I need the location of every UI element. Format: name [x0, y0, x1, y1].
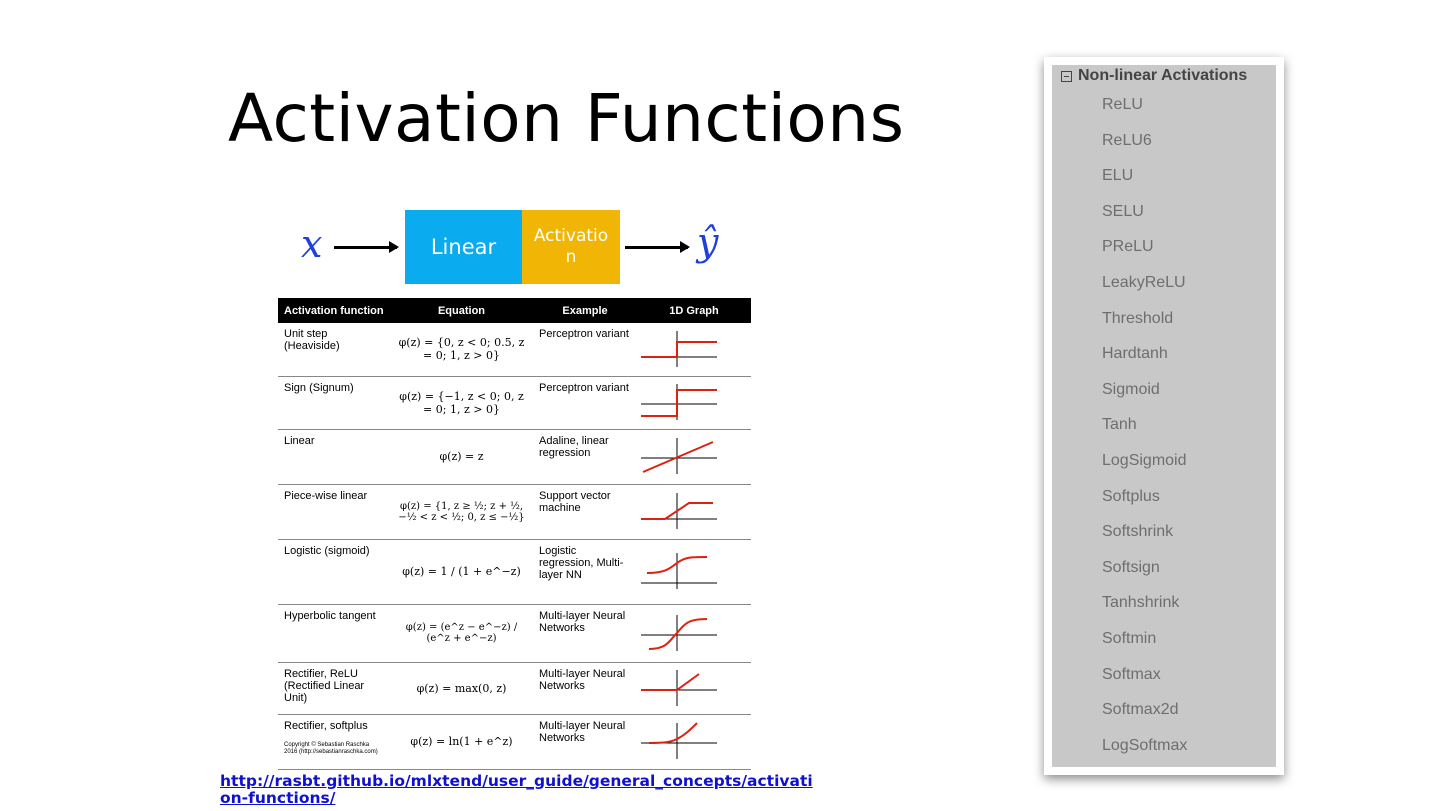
sidebar-item-elu[interactable]: ELU — [1102, 167, 1134, 185]
slide-title: Activation Functions — [228, 80, 905, 157]
sidebar-item-softmin[interactable]: Softmin — [1102, 629, 1157, 647]
sidebar-item-softsign[interactable]: Softsign — [1102, 558, 1160, 576]
sidebar-item-relu[interactable]: ReLU — [1102, 96, 1143, 113]
function-example: Multi-layer Neural Networks — [533, 604, 637, 662]
table-row — [278, 662, 751, 714]
network-diagram — [295, 208, 745, 288]
piecewise-icon — [637, 484, 751, 539]
table-row — [278, 604, 751, 662]
sidebar-item-tanhshrink[interactable]: Tanhshrink — [1102, 594, 1180, 612]
linear-icon — [637, 429, 751, 484]
function-equation: φ(z) = {1, z ≥ ½; z + ½, −½ < z < ½; 0, z ≤ −½} — [390, 484, 533, 539]
arrow-input — [334, 246, 397, 249]
table-row — [278, 429, 751, 484]
sidebar-list — [1052, 65, 1276, 767]
sign-icon — [637, 376, 751, 429]
function-name: Logistic (sigmoid) — [278, 539, 390, 604]
source-link[interactable]: http://rasbt.github.io/mlxtend/user_guide/general_concepts/activation-functions/ — [220, 772, 813, 807]
relu-icon — [637, 662, 751, 714]
sidebar-item-softplus[interactable]: Softplus — [1102, 487, 1160, 505]
function-name: Linear — [278, 429, 390, 484]
sidebar-item-prelu[interactable]: PReLU — [1102, 238, 1154, 256]
function-equation: φ(z) = max(0, z) — [390, 662, 533, 714]
sigmoid-icon — [637, 539, 751, 604]
function-equation: φ(z) = {0, z < 0; 0.5, z = 0; 1, z > 0} — [390, 323, 533, 376]
sidebar-item-softmax2d[interactable]: Softmax2d — [1102, 701, 1179, 719]
sidebar-item-logsigmoid[interactable]: LogSigmoid — [1102, 451, 1187, 469]
activations-sidebar — [1044, 57, 1284, 775]
softplus-icon — [637, 714, 751, 769]
sidebar-item-tanh[interactable]: Tanh — [1102, 416, 1137, 434]
activation-box: Activation — [522, 210, 620, 284]
sidebar-header[interactable] — [1052, 65, 1276, 87]
function-example: Logistic regression, Multi-layer NN — [533, 539, 637, 604]
copyright-note: Copyright © Sebastian Raschka 2016 (http://sebastianraschka.com) — [284, 741, 378, 755]
function-equation: φ(z) = ln(1 + e^z) — [390, 714, 533, 769]
sidebar-item-logsoftmax[interactable]: LogSoftmax — [1102, 736, 1188, 754]
function-equation: φ(z) = {−1, z < 0; 0, z = 0; 1, z > 0} — [390, 376, 533, 429]
function-example: Multi-layer Neural Networks — [533, 714, 637, 769]
sidebar-item-selu[interactable]: SELU — [1102, 202, 1144, 220]
function-name: Piece-wise linear — [278, 484, 390, 539]
sidebar-item-hardtanh[interactable]: Hardtanh — [1102, 345, 1168, 363]
sidebar-item-threshold[interactable]: Threshold — [1102, 309, 1174, 327]
function-name: Unit step (Heaviside) — [278, 323, 390, 376]
sidebar-item-softshrink[interactable]: Softshrink — [1102, 523, 1174, 541]
table-row — [278, 323, 751, 376]
input-symbol: x — [301, 222, 323, 266]
table-row — [278, 714, 751, 769]
sidebar-item-leakyrelu[interactable]: LeakyReLU — [1102, 273, 1186, 291]
table-row — [278, 376, 751, 429]
function-example: Support vector machine — [533, 484, 637, 539]
header-equation: Equation — [390, 298, 533, 323]
sidebar-item-softmax[interactable]: Softmax — [1102, 665, 1161, 683]
function-equation: φ(z) = z — [390, 429, 533, 484]
output-symbol: ŷ — [697, 220, 719, 264]
function-name: Sign (Signum) — [278, 376, 390, 429]
function-name: Rectifier, ReLU (Rectified Linear Unit) — [278, 662, 390, 714]
activation-table — [278, 298, 751, 770]
function-equation: φ(z) = 1 / (1 + e^−z) — [390, 539, 533, 604]
table-row — [278, 539, 751, 604]
collapse-icon[interactable] — [1061, 71, 1072, 82]
function-example: Adaline, linear regression — [533, 429, 637, 484]
header-example: Example — [533, 298, 637, 323]
sidebar-item-sigmoid[interactable]: Sigmoid — [1102, 380, 1160, 398]
tanh-icon — [637, 604, 751, 662]
function-name-text: Rectifier, softplus — [284, 719, 368, 732]
function-example: Perceptron variant — [533, 376, 637, 429]
step-icon — [637, 323, 751, 376]
header-activation-function: Activation function — [278, 298, 390, 323]
function-example: Perceptron variant — [533, 323, 637, 376]
function-name — [278, 714, 390, 769]
function-equation: φ(z) = (e^z − e^−z) / (e^z + e^−z) — [390, 604, 533, 662]
header-1d-graph: 1D Graph — [637, 298, 751, 323]
function-example: Multi-layer Neural Networks — [533, 662, 637, 714]
sidebar-header-label: Non-linear Activations — [1078, 67, 1248, 84]
arrow-output — [625, 246, 688, 249]
function-name: Hyperbolic tangent — [278, 604, 390, 662]
sidebar-item-relu6[interactable]: ReLU6 — [1102, 131, 1152, 149]
linear-box: Linear — [405, 210, 522, 284]
table-row — [278, 484, 751, 539]
